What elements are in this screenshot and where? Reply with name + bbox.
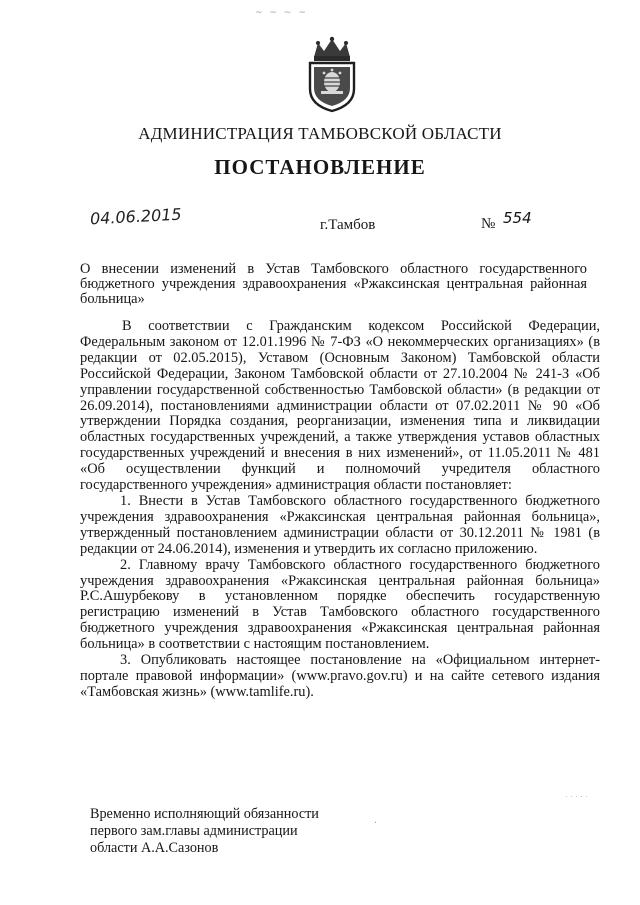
document-date: 04.06.2015	[89, 204, 183, 229]
document-number: 554	[503, 209, 532, 227]
signature-line-2: первого зам.главы администрации	[90, 823, 298, 839]
resolution-item-1: 1. Внести в Устав Тамбовского областного государственного бюджетного учреждения здравоохранения «Ржаксинская центральная районная больница», утвержденный постановлением администрации области от 30.12.2011 № 1981 (в редакции от 24.06.2014), изменения и утвердить их согласно приложению.	[80, 492, 600, 557]
scan-artifact-dot: ·	[374, 818, 378, 829]
signature-line-3: области А.А.Сазонов	[90, 840, 219, 856]
document-city: г.Тамбов	[320, 217, 376, 233]
scan-artifact-margin: . . . . .	[565, 790, 588, 799]
document-number-label: №	[481, 216, 496, 232]
document-subject: О внесении изменений в Устав Тамбовского областного государственного бюджетного учреждения здравоохранения «Ржаксинская центральная районная больница»	[80, 261, 587, 307]
resolution-item-2: 2. Главному врачу Тамбовского областного государственного бюджетного учреждения здравоохранения «Ржаксинская центральная районная больница» Р.С.Ашурбекову в установленном порядке обеспечить государственную регистрацию изменений в Устав Тамбовского областного государственного бюджетного учреждения здравоохранения «Ржаксинская центральная районная больница» в соответствии с настоящим постановлением.	[80, 556, 600, 653]
preamble-paragraph: В соответствии с Гражданским кодексом Российской Федерации, Федеральным законом от 12.01.1996 № 7-ФЗ «О некоммерческих организациях» (в редакции от 02.05.2015), Уставом (Основным Законом) Тамбовской области Российской Федерации, Законом Тамбовской области от 27.10.2004 № 241-З «Об управлении государственной собственностью Тамбовской области» (в редакции от 26.09.2014), постановлениями администрации области от 07.02.2011 № 90 «Об утверждении Порядка создания, реорганизации, изменения типа и ликвидации областных государственных учреждений, а также утверждения уставов областных государственных учреждений и внесения в них изменений», от 11.05.2011 № 481 «Об осуществлении функций и полномочий учредителя областного государственного учреждения» администрация области постановляет:	[80, 318, 600, 494]
signature-line-1: Временно исполняющий обязанности	[90, 806, 319, 822]
document-body	[80, 319, 600, 701]
resolution-item-3: 3. Опубликовать настоящее постановление на «Официальном интернет-портале правовой информации» (www.pravo.gov.ru) и на сайте сетевого издания «Тамбовская жизнь» (www.tamlife.ru).	[80, 652, 600, 700]
document-type-title: ПОСТАНОВЛЕНИЕ	[214, 155, 426, 179]
organization-name: АДМИНИСТРАЦИЯ ТАМБОВСКОЙ ОБЛАСТИ	[138, 124, 502, 143]
scan-artifact-top: ~ ~ ~ ~	[255, 8, 308, 18]
coat-of-arms-icon	[304, 35, 360, 113]
signature-block	[90, 806, 319, 857]
